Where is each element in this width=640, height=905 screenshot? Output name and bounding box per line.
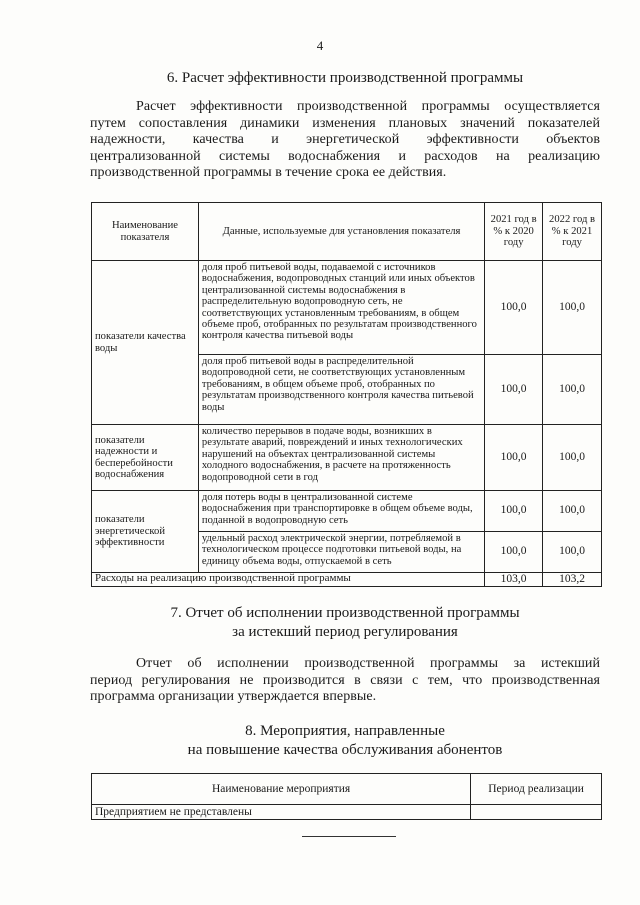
indicator-group-reliability: показатели надежности и бесперебойности водоснабжения	[92, 425, 199, 491]
section-7-paragraph	[90, 656, 600, 706]
indicator-data: доля проб питьевой воды, подаваемой с источников водоснабжения, водопроводных станций или иных объектов централизованной системы водоснабжения в распределительную водопроводную сеть, не соответствующих установленным требованиям, в общем объеме проб, отобранных по результатам производственного контроля качества питьевой воды	[198, 261, 484, 355]
indicator-group-energy: показатели энергетической эффективности	[92, 491, 199, 573]
section-8-title	[90, 722, 600, 760]
value-2021: 100,0	[485, 425, 543, 491]
paragraph-line: централизованной системы водоснабжения и расходов на реализацию	[90, 148, 600, 164]
value-2022: 100,0	[543, 491, 602, 532]
paragraph-line: надежности, качества и энергетической эффективности объектов	[90, 132, 600, 147]
paragraph-line: программа организации утверждается впервые.	[90, 689, 377, 704]
section-8-title-line1: 8. Мероприятия, направленные	[245, 723, 445, 739]
indicators-table	[91, 202, 602, 587]
section-8-title-line2: на повышение качества обслуживания абонентов	[187, 742, 503, 758]
header-2021: 2021 год в % к 2020 году	[485, 203, 543, 261]
section-7-title	[90, 604, 600, 642]
value-2022: 100,0	[543, 355, 602, 425]
measure-period	[471, 805, 602, 820]
header-2022: 2022 год в % к 2021 году	[543, 203, 602, 261]
value-2022: 100,0	[543, 532, 602, 573]
section-7-title-line2: за истекший период регулирования	[232, 624, 458, 640]
value-2021: 100,0	[485, 261, 543, 355]
paragraph-line: путем сопоставления динамики изменения плановых значений показателей	[90, 115, 600, 131]
section-6-paragraph	[90, 99, 600, 182]
value-2021: 100,0	[485, 491, 543, 532]
header-measure-name: Наименование мероприятия	[92, 774, 471, 805]
header-indicator-data: Данные, используемые для установления показателя	[198, 203, 484, 261]
total-2022: 103,2	[543, 573, 602, 587]
measures-table	[91, 773, 602, 820]
total-2021: 103,0	[485, 573, 543, 587]
indicator-data: доля потерь воды в централизованной системе водоснабжения при транспортировке в общем объеме воды, поданной в водопроводную сеть	[198, 491, 484, 532]
section-6-title: 6. Расчет эффективности производственной программы	[166, 70, 524, 86]
footer-rule	[302, 836, 396, 837]
total-expenses-label: Расходы на реализацию производственной программы	[92, 573, 485, 587]
paragraph-line: Расчет эффективности производственной программы осуществляется	[136, 99, 600, 114]
indicator-data: удельный расход электрической энергии, потребляемой в технологическом процессе подготовки питьевой воды, на единицу объема воды, отпускаемой в сеть	[198, 532, 484, 573]
section-7-title-line1: 7. Отчет об исполнении производственной программы	[170, 605, 520, 621]
value-2021: 100,0	[485, 355, 543, 425]
header-implementation-period: Период реализации	[471, 774, 602, 805]
paragraph-line: производственной программы в течение срока ее действия.	[90, 165, 447, 180]
indicator-data: количество перерывов в подаче воды, возникших в результате аварий, повреждений и иных технологических нарушений на объектах централизованной системы холодного водоснабжения, в расчете на протяженность водопроводной сети в год	[198, 425, 484, 491]
value-2022: 100,0	[543, 261, 602, 355]
value-2021: 100,0	[485, 532, 543, 573]
indicator-group-quality: показатели качества воды	[92, 261, 199, 425]
paragraph-line: период регулирования не производится в связи с тем, что производственная	[90, 672, 600, 688]
page-number: 4	[316, 38, 324, 53]
indicator-data: доля проб питьевой воды в распределительной водопроводной сети, не соответствующих установленным требованиям, в общем объеме проб, отобранных по результатам производственного контроля качества питьевой воды	[198, 355, 484, 425]
header-indicator-name: Наименование показателя	[92, 203, 199, 261]
measure-name: Предприятием не представлены	[92, 805, 471, 820]
paragraph-line: Отчет об исполнении производственной программы за истекший	[136, 656, 600, 671]
value-2022: 100,0	[543, 425, 602, 491]
